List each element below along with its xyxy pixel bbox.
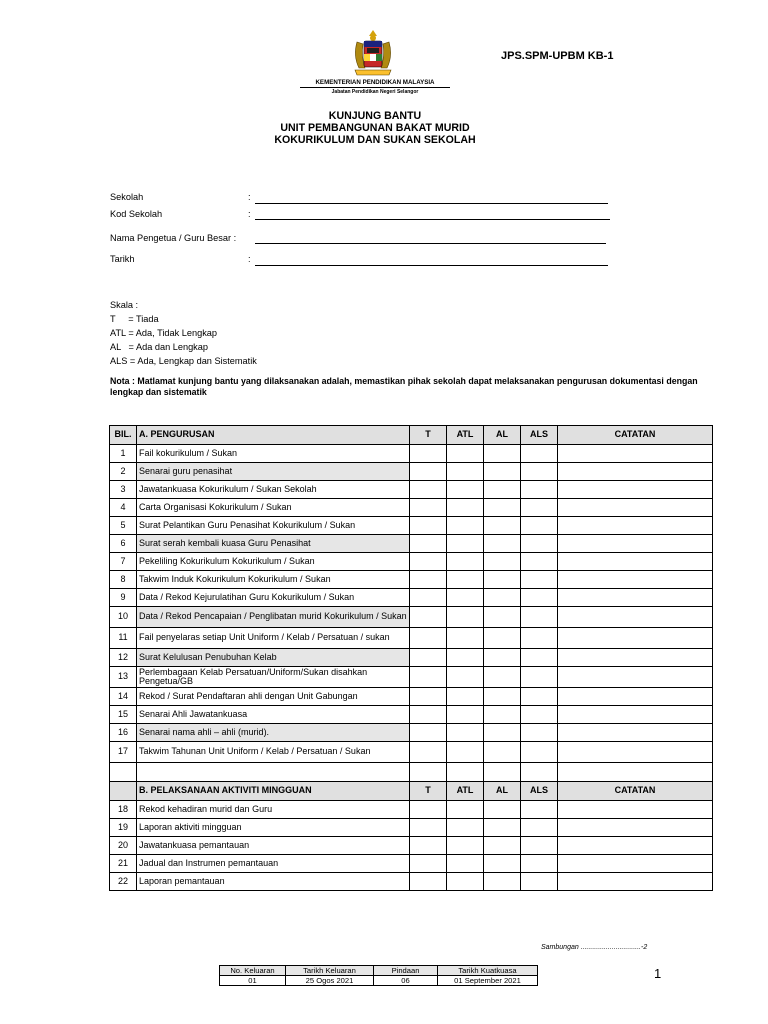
title-line-2: UNIT PEMBANGUNAN BAKAT MURID	[280, 122, 470, 134]
cell-catatan[interactable]	[558, 801, 713, 819]
row-number: 4	[110, 499, 137, 517]
cell-t[interactable]	[410, 688, 447, 706]
ministry-name: KEMENTERIAN PENDIDIKAN MALAYSIA	[300, 79, 450, 88]
row-number: 14	[110, 688, 137, 706]
row-item-text: Takwim Tahunan Unit Uniform / Kelab / Persatuan / Sukan	[137, 742, 410, 763]
cell-als[interactable]	[521, 607, 558, 628]
cell-al[interactable]	[484, 742, 521, 763]
cell-catatan[interactable]	[558, 706, 713, 724]
cell-atl[interactable]	[447, 589, 484, 607]
row-number: 15	[110, 706, 137, 724]
cell-als[interactable]	[521, 724, 558, 742]
cell-t[interactable]	[410, 706, 447, 724]
footer-tarikh-kuatkuasa: 01 September 2021	[438, 976, 538, 986]
cell-catatan[interactable]	[558, 742, 713, 763]
row-item-text: Laporan aktiviti mingguan	[137, 819, 410, 837]
cell-als[interactable]	[521, 445, 558, 463]
cell-als[interactable]	[521, 589, 558, 607]
cell-atl[interactable]	[447, 463, 484, 481]
cell-al[interactable]	[484, 607, 521, 628]
cell-t[interactable]	[410, 628, 447, 649]
cell-als[interactable]	[521, 535, 558, 553]
cell-als[interactable]	[521, 517, 558, 535]
cell-als[interactable]	[521, 706, 558, 724]
cell-catatan[interactable]	[558, 837, 713, 855]
cell-atl[interactable]	[447, 819, 484, 837]
row-number: 11	[110, 628, 137, 649]
section-b-header	[110, 782, 713, 801]
section-a-header	[110, 426, 713, 445]
label-nama-pengetua: Nama Pengetua / Guru Besar :	[110, 233, 237, 243]
cell-catatan[interactable]	[558, 571, 713, 589]
cell-al[interactable]	[484, 873, 521, 891]
footer-tarikh-keluaran-label: Tarikh Keluaran	[286, 966, 374, 976]
row-number: 2	[110, 463, 137, 481]
cell-catatan[interactable]	[558, 535, 713, 553]
cell-atl[interactable]	[447, 649, 484, 667]
row-item-text: Jawatankuasa Kokurikulum / Sukan Sekolah	[137, 481, 410, 499]
cell-als[interactable]	[521, 873, 558, 891]
skala-atl: ATL = Ada, Tidak Lengkap	[110, 328, 218, 338]
cell-catatan[interactable]	[558, 649, 713, 667]
colon-sekolah: :	[248, 192, 251, 202]
table-row	[110, 499, 713, 517]
row-number: 19	[110, 819, 137, 837]
row-number: 12	[110, 649, 137, 667]
col-bil-header: BIL.	[110, 426, 137, 445]
cell-atl[interactable]	[447, 873, 484, 891]
cell-als[interactable]	[521, 801, 558, 819]
malaysia-crest-icon	[343, 28, 403, 80]
cell-al[interactable]	[484, 667, 521, 688]
row-item-text: Jadual dan Instrumen pemantauan	[137, 855, 410, 873]
cell-als[interactable]	[521, 481, 558, 499]
cell-catatan[interactable]	[558, 499, 713, 517]
row-item-text: Fail penyelaras setiap Unit Uniform / Kelab / Persatuan / sukan	[137, 628, 410, 649]
cell-al[interactable]	[484, 819, 521, 837]
footer-tarikh-keluaran: 25 Ogos 2021	[286, 976, 374, 986]
cell-atl[interactable]	[447, 837, 484, 855]
table-row	[110, 873, 713, 891]
skala-legend	[110, 298, 257, 368]
cell-al[interactable]	[484, 628, 521, 649]
cell-atl[interactable]	[447, 801, 484, 819]
footer-pindaan: 06	[374, 976, 438, 986]
cell-atl[interactable]	[447, 571, 484, 589]
row-item-text: Senarai guru penasihat	[137, 463, 410, 481]
skala-al: AL = Ada dan Lengkap	[110, 342, 208, 352]
col-catatan-header: CATATAN	[558, 426, 713, 445]
page-number: 1	[654, 966, 662, 981]
cell-catatan[interactable]	[558, 607, 713, 628]
cell-t[interactable]	[410, 801, 447, 819]
table-row	[110, 445, 713, 463]
row-item-text: Surat Pelantikan Guru Penasihat Kokurikulum / Sukan	[137, 517, 410, 535]
cell-als[interactable]	[521, 819, 558, 837]
cell-t[interactable]	[410, 499, 447, 517]
cell-al[interactable]	[484, 706, 521, 724]
table-row	[110, 553, 713, 571]
cell-al[interactable]	[484, 801, 521, 819]
row-number: 10	[110, 607, 137, 628]
col-atl-header: ATL	[447, 782, 484, 801]
table-row	[110, 855, 713, 873]
cell-atl[interactable]	[447, 855, 484, 873]
cell-atl[interactable]	[447, 445, 484, 463]
cell-al[interactable]	[484, 553, 521, 571]
cell-t[interactable]	[410, 742, 447, 763]
label-tarikh: Tarikh	[110, 254, 135, 264]
cell-catatan[interactable]	[558, 688, 713, 706]
table-row	[110, 517, 713, 535]
cell-atl[interactable]	[447, 517, 484, 535]
row-item-text: Senarai nama ahli – ahli (murid).	[137, 724, 410, 742]
col-t-header: T	[410, 782, 447, 801]
table-row	[110, 801, 713, 819]
cell-t[interactable]	[410, 873, 447, 891]
col-als-header: ALS	[521, 782, 558, 801]
skala-t: T = Tiada	[110, 314, 159, 324]
row-item-text: Rekod kehadiran murid dan Guru	[137, 801, 410, 819]
field-kod-sekolah[interactable]	[255, 219, 610, 220]
table-row	[110, 463, 713, 481]
colon-kod-sekolah: :	[248, 209, 251, 219]
cell-catatan[interactable]	[558, 481, 713, 499]
col-catatan-header: CATATAN	[558, 782, 713, 801]
row-item-text: Rekod / Surat Pendaftaran ahli dengan Unit Gabungan	[137, 688, 410, 706]
cell-t[interactable]	[410, 571, 447, 589]
cell-catatan[interactable]	[558, 667, 713, 688]
cell-al[interactable]	[484, 517, 521, 535]
cell-t[interactable]	[410, 649, 447, 667]
row-number: 18	[110, 801, 137, 819]
field-nama-pengetua[interactable]	[255, 243, 606, 244]
cell-al[interactable]	[484, 463, 521, 481]
skala-heading: Skala :	[110, 300, 139, 310]
cell-als[interactable]	[521, 628, 558, 649]
table-row	[110, 688, 713, 706]
cell-al[interactable]	[484, 499, 521, 517]
row-number: 6	[110, 535, 137, 553]
skala-als: ALS = Ada, Lengkap dan Sistematik	[110, 356, 257, 366]
cell-catatan[interactable]	[558, 553, 713, 571]
cell-atl[interactable]	[447, 628, 484, 649]
cell-atl[interactable]	[447, 724, 484, 742]
cell-catatan[interactable]	[558, 628, 713, 649]
row-number: 13	[110, 667, 137, 688]
title-line-1: KUNJUNG BANTU	[328, 110, 422, 122]
cell-als[interactable]	[521, 688, 558, 706]
row-number: 7	[110, 553, 137, 571]
table-row	[110, 481, 713, 499]
cell-als[interactable]	[521, 742, 558, 763]
row-item-text: Data / Rekod Kejurulatihan Guru Kokurikulum / Sukan	[137, 589, 410, 607]
cell-catatan[interactable]	[558, 589, 713, 607]
row-number: 17	[110, 742, 137, 763]
row-number: 3	[110, 481, 137, 499]
row-item-text: Data / Rekod Pencapaian / Penglibatan murid Kokurikulum / Sukan	[137, 607, 410, 628]
cell-atl[interactable]	[447, 535, 484, 553]
cell-al[interactable]	[484, 724, 521, 742]
cell-catatan[interactable]	[558, 517, 713, 535]
cell-t[interactable]	[410, 553, 447, 571]
table-row	[110, 589, 713, 607]
cell-als[interactable]	[521, 649, 558, 667]
cell-atl[interactable]	[447, 742, 484, 763]
checklist-table	[109, 425, 713, 891]
row-item-text: Surat serah kembali kuasa Guru Penasihat	[137, 535, 410, 553]
cell-t[interactable]	[410, 819, 447, 837]
cell-als[interactable]	[521, 553, 558, 571]
table-row	[110, 649, 713, 667]
cell-t[interactable]	[410, 481, 447, 499]
cell-t[interactable]	[410, 837, 447, 855]
department-name: Jabatan Pendidikan Negeri Selangor	[331, 89, 419, 95]
sambungan-note: Sambungan ...............................-2	[541, 944, 648, 951]
row-item-text: Senarai Ahli Jawatankuasa	[137, 706, 410, 724]
cell-atl[interactable]	[447, 499, 484, 517]
table-row	[110, 837, 713, 855]
row-number: 20	[110, 837, 137, 855]
cell-atl[interactable]	[447, 667, 484, 688]
cell-als[interactable]	[521, 855, 558, 873]
col-al-header: AL	[484, 782, 521, 801]
cell-al[interactable]	[484, 855, 521, 873]
row-number: 22	[110, 873, 137, 891]
cell-t[interactable]	[410, 589, 447, 607]
cell-catatan[interactable]	[558, 463, 713, 481]
row-item-text: Carta Organisasi Kokurikulum / Sukan	[137, 499, 410, 517]
col-al-header: AL	[484, 426, 521, 445]
col-als-header: ALS	[521, 426, 558, 445]
cell-catatan[interactable]	[558, 855, 713, 873]
cell-atl[interactable]	[447, 481, 484, 499]
label-kod-sekolah: Kod Sekolah	[110, 209, 163, 219]
cell-t[interactable]	[410, 855, 447, 873]
row-number: 16	[110, 724, 137, 742]
table-row	[110, 724, 713, 742]
table-row	[110, 706, 713, 724]
row-number: 8	[110, 571, 137, 589]
label-sekolah: Sekolah	[110, 192, 144, 202]
cell-als[interactable]	[521, 837, 558, 855]
row-number: 21	[110, 855, 137, 873]
row-item-text: Laporan pemantauan	[137, 873, 410, 891]
row-number: 5	[110, 517, 137, 535]
field-sekolah[interactable]	[255, 203, 608, 204]
cell-atl[interactable]	[447, 688, 484, 706]
cell-als[interactable]	[521, 571, 558, 589]
cell-atl[interactable]	[447, 706, 484, 724]
cell-atl[interactable]	[447, 553, 484, 571]
row-item-text: Takwim Induk Kokurikulum Kokurikulum / Sukan	[137, 571, 410, 589]
table-row	[110, 607, 713, 628]
cell-t[interactable]	[410, 535, 447, 553]
title-line-3: KOKURIKULUM DAN SUKAN SEKOLAH	[274, 134, 476, 146]
cell-catatan[interactable]	[558, 819, 713, 837]
nota-text: Nota : Matlamat kunjung bantu yang dilaksanakan adalah, memastikan pihak sekolah dapat melaksanakan pengurusan dokumentasi dengan lengkap dan sistematik	[110, 376, 698, 397]
colon-tarikh: :	[248, 254, 251, 264]
col-atl-header: ATL	[447, 426, 484, 445]
cell-al[interactable]	[484, 837, 521, 855]
cell-al[interactable]	[484, 571, 521, 589]
cell-t[interactable]	[410, 445, 447, 463]
row-item-text: Fail kokurikulum / Sukan	[137, 445, 410, 463]
footer-tarikh-kuatkuasa-label: Tarikh Kuatkuasa	[438, 966, 538, 976]
table-row	[110, 742, 713, 763]
blank-row	[110, 763, 713, 782]
table-row	[110, 571, 713, 589]
document-code: JPS.SPM-UPBM KB-1	[501, 50, 614, 62]
cell-catatan[interactable]	[558, 724, 713, 742]
field-tarikh[interactable]	[255, 265, 608, 266]
row-number: 9	[110, 589, 137, 607]
table-row	[110, 628, 713, 649]
table-row	[110, 535, 713, 553]
cell-catatan[interactable]	[558, 445, 713, 463]
footer-no-keluaran: 01	[220, 976, 286, 986]
table-row	[110, 667, 713, 688]
cell-t[interactable]	[410, 607, 447, 628]
cell-t[interactable]	[410, 724, 447, 742]
cell-al[interactable]	[484, 481, 521, 499]
cell-al[interactable]	[484, 649, 521, 667]
cell-catatan[interactable]	[558, 873, 713, 891]
section-a-title: A. PENGURUSAN	[137, 426, 410, 445]
cell-t[interactable]	[410, 517, 447, 535]
row-item-text: Pekeliling Kokurikulum Kokurikulum / Sukan	[137, 553, 410, 571]
col-t-header: T	[410, 426, 447, 445]
footer-pindaan-label: Pindaan	[374, 966, 438, 976]
row-item-text: Jawatankuasa pemantauan	[137, 837, 410, 855]
cell-t[interactable]	[410, 463, 447, 481]
cell-t[interactable]	[410, 667, 447, 688]
cell-als[interactable]	[521, 667, 558, 688]
cell-al[interactable]	[484, 535, 521, 553]
footer-no-keluaran-label: No. Keluaran	[220, 966, 286, 976]
cell-als[interactable]	[521, 463, 558, 481]
cell-al[interactable]	[484, 589, 521, 607]
cell-als[interactable]	[521, 499, 558, 517]
cell-al[interactable]	[484, 688, 521, 706]
row-item-text: Surat Kelulusan Penubuhan Kelab	[137, 649, 410, 667]
row-number: 1	[110, 445, 137, 463]
table-row	[110, 819, 713, 837]
cell-al[interactable]	[484, 445, 521, 463]
section-b-title: B. PELAKSANAAN AKTIVITI MINGGUAN	[137, 782, 410, 801]
cell-atl[interactable]	[447, 607, 484, 628]
row-item-text: Perlembagaan Kelab Persatuan/Uniform/Sukan disahkan Pengetua/GB	[137, 667, 410, 688]
footer-table	[219, 965, 538, 986]
